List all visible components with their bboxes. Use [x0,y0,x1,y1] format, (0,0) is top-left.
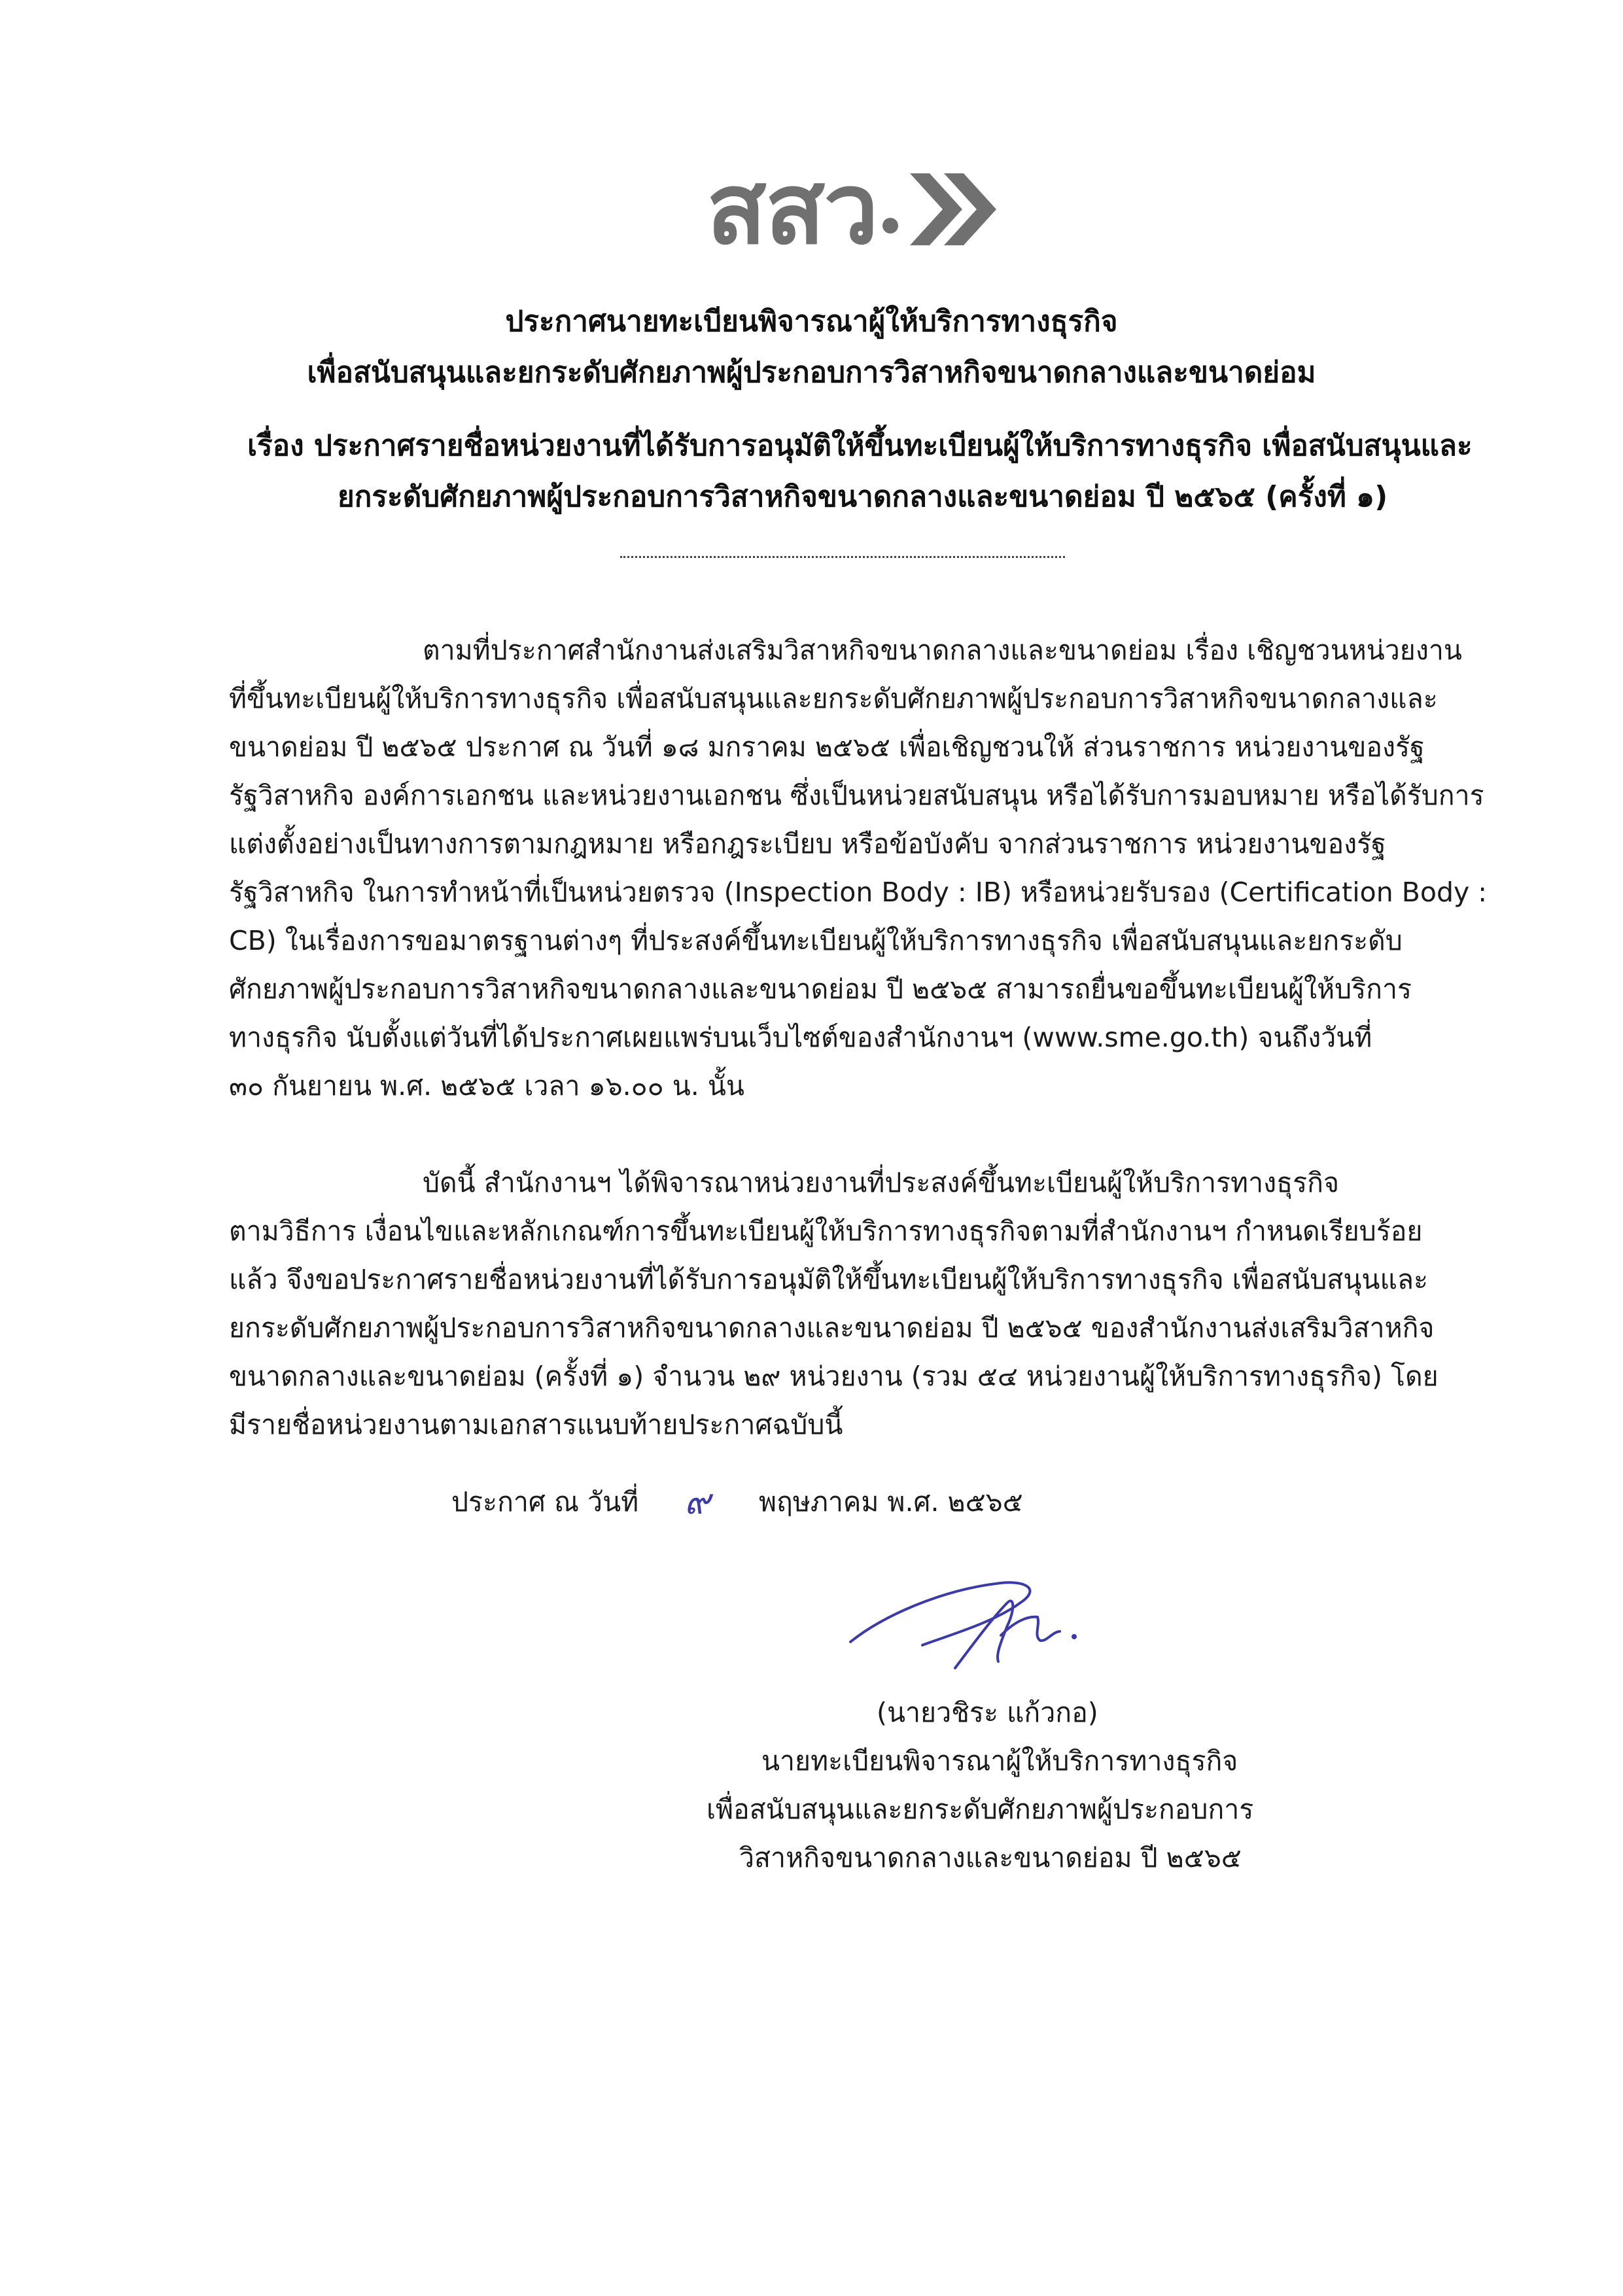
signatory-title-line2: เพื่อสนับสนุนและยกระดับศักยภาพผู้ประกอบการ [707,1794,1254,1825]
paragraph-line: CB) ในเรื่องการขอมาตรฐานต่างๆ ที่ประสงค์ขึ้นทะเบียนผู้ให้บริการทางธุรกิจ เพื่อสนับสนุนและยกระดับ [229,925,1403,956]
signatory-title-line3: วิสาหกิจขนาดกลางและขนาดย่อม ปี ๒๕๖๕ [739,1842,1242,1873]
dotted-divider [620,556,1065,558]
signatory-title-line1: นายทะเบียนพิจารณาผู้ให้บริการทางธุรกิจ [761,1745,1238,1777]
paragraph-line: มีรายชื่อหน่วยงานตามเอกสารแนบท้ายประกาศฉบับนี้ [229,1409,843,1440]
paragraph-line: แล้ว จึงขอประกาศรายชื่อหน่วยงานที่ได้รับการอนุมัติให้ขึ้นทะเบียนผู้ให้บริการทางธุรกิจ เพื่อสนับสนุนและ [229,1264,1429,1295]
date-prefix: ประกาศ ณ วันที่ [451,1486,639,1518]
paragraph-line: แต่งตั้งอย่างเป็นทางการตามกฎหมาย หรือกฎระเบียบ หรือข้อบังคับ จากส่วนราชการ หน่วยงานของรัฐ [229,828,1386,860]
announcement-heading-line1: ประกาศนายทะเบียนพิจารณาผู้ให้บริการทางธุรกิจ [505,305,1118,338]
paragraph-line: ศักยภาพผู้ประกอบการวิสาหกิจขนาดกลางและขนาดย่อม ปี ๒๕๖๕ สามารถยื่นขอขึ้นทะเบียนผู้ให้บริการ [229,973,1412,1005]
osmep-logo [707,150,1008,268]
paragraph-line: ที่ขึ้นทะเบียนผู้ให้บริการทางธุรกิจ เพื่อสนับสนุนและยกระดับศักยภาพผู้ประกอบการวิสาหกิจขนาดกลางและ [229,683,1438,714]
logo-dot [882,218,898,234]
paragraph-line: ตามที่ประกาศสำนักงานส่งเสริมวิสาหกิจขนาดกลางและขนาดย่อม เรื่อง เชิญชวนหน่วยงาน [423,635,1462,666]
paragraph-line: ขนาดย่อม ปี ๒๕๖๕ ประกาศ ณ วันที่ ๑๘ มกราคม ๒๕๖๕ เพื่อเชิญชวนให้ ส่วนราชการ หน่วยงานของรัฐ [229,731,1425,763]
double-chevron-icon [903,164,1008,255]
announcement-heading-line2: เพื่อสนับสนุนและยกระดับศักยภาพผู้ประกอบการวิสาหกิจขนาดกลางและขนาดย่อม [307,356,1316,389]
signatory-name: (นายวชิระ แก้วกอ) [877,1697,1098,1728]
paragraph-line: ตามวิธีการ เงื่อนไขและหลักเกณฑ์การขึ้นทะเบียนผู้ให้บริการทางธุรกิจตามที่สำนักงานฯ กำหนดเรียบร้อย [229,1215,1423,1247]
handwritten-day: ๙ [684,1481,710,1522]
paragraph-line: รัฐวิสาหกิจ องค์การเอกชน และหน่วยงานเอกชน ซึ่งเป็นหน่วยสนับสนุน หรือได้รับการมอบหมาย หรือได้รับการ [229,780,1484,811]
subject-line2: ยกระดับศักยภาพผู้ประกอบการวิสาหกิจขนาดกลางและขนาดย่อม ปี ๒๕๖๕ (ครั้งที่ ๑) [338,480,1388,513]
paragraph-line: ๓๐ กันยายน พ.ศ. ๒๕๖๕ เวลา ๑๖.๐๐ น. นั้น [229,1070,744,1102]
signature [844,1563,1119,1681]
paragraph-line: บัดนี้ สำนักงานฯ ได้พิจารณาหน่วยงานที่ประสงค์ขึ้นทะเบียนผู้ให้บริการทางธุรกิจ [423,1167,1340,1198]
paragraph-line: ยกระดับศักยภาพผู้ประกอบการวิสาหกิจขนาดกลางและขนาดย่อม ปี ๒๕๖๕ ของสำนักงานส่งเสริมวิสาหกิจ [229,1312,1435,1344]
paragraph-line: ขนาดกลางและขนาดย่อม (ครั้งที่ ๑) จำนวน ๒๙ หน่วยงาน (รวม ๕๔ หน่วยงานผู้ให้บริการทางธุรกิจ) โดย [229,1361,1439,1392]
subject-line1: เรื่อง ประกาศรายชื่อหน่วยงานที่ได้รับการอนุมัติให้ขึ้นทะเบียนผู้ให้บริการทางธุรกิจ เพื่อสนับสนุนและ [247,429,1473,462]
logo-text: สสว [707,152,878,266]
date-month-year: พฤษภาคม พ.ศ. ๒๕๖๕ [759,1486,1023,1518]
paragraph-line: ทางธุรกิจ นับตั้งแต่วันที่ได้ประกาศเผยแพร่บนเว็บไซต์ของสำนักงานฯ (www.sme.go.th) จนถึงวันที่ [229,1022,1372,1053]
paragraph-line: รัฐวิสาหกิจ ในการทำหน้าที่เป็นหน่วยตรวจ (Inspection Body : IB) หรือหน่วยรับรอง (Certification Body : [229,877,1488,908]
